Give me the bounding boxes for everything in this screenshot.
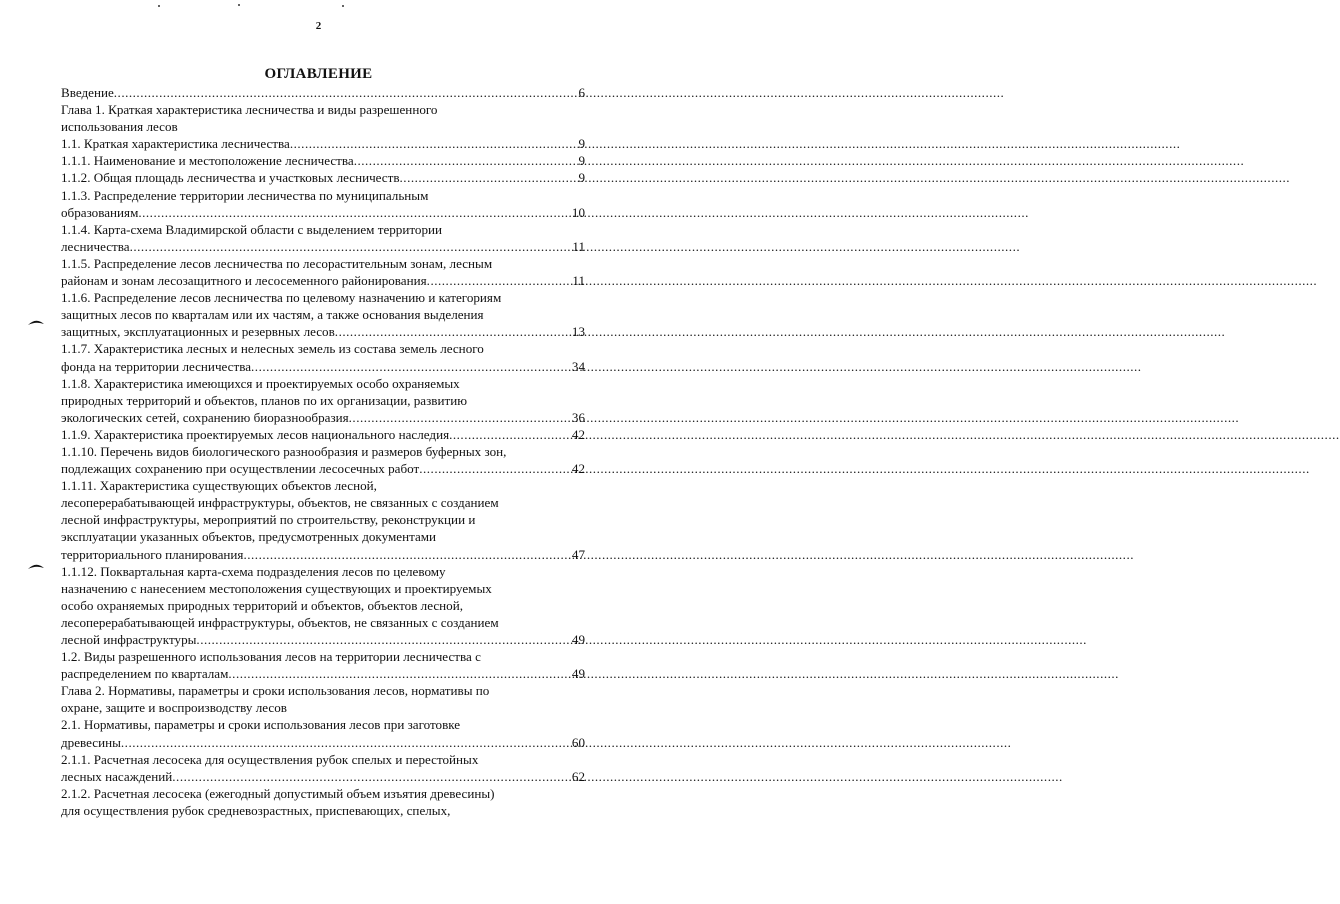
- toc-entry: [61, 187, 585, 221]
- toc-entry-text: 1.1.7. Характеристика лесных и нелесных земель из состава земель лесного: [61, 341, 484, 357]
- toc-entry-text: 1.1.10. Перечень видов биологического разнообразия и размеров буферных зон,: [61, 443, 507, 459]
- table-of-contents: [61, 84, 585, 819]
- toc-page-number: 10: [571, 204, 585, 220]
- toc-entry-text: лесной инфраструктуры: [61, 632, 197, 647]
- scan-speck: [158, 5, 160, 7]
- toc-entry-last-line: [61, 272, 585, 289]
- dot-leader: [172, 768, 571, 785]
- toc-entry: [61, 426, 585, 443]
- dot-leader: [121, 734, 571, 751]
- toc-entry-text: 2.1.2. Расчетная лесосека (ежегодный допустимый объем изъятия древесины): [61, 785, 495, 801]
- page-title: ОГЛАВЛЕНИЕ: [264, 66, 373, 82]
- toc-entry-last-line: [61, 631, 585, 648]
- toc-entry-last-line: [61, 768, 585, 785]
- toc-entry: [61, 340, 585, 374]
- dot-leader: [427, 272, 572, 289]
- toc-page-number: 60: [571, 734, 585, 750]
- scan-punch-mark: [27, 318, 45, 326]
- toc-entry-text: для осуществления рубок средневозрастных, приспевающих, спелых,: [61, 802, 451, 818]
- toc-entry-text: лесной инфраструктуры, мероприятий по строительству, реконструкции и: [61, 512, 476, 528]
- toc-entry-text: 1.1.2. Общая площадь лесничества и участковых лесничеств: [61, 170, 400, 186]
- toc-entry-text: распределением по кварталам: [61, 666, 229, 682]
- toc-entry-text: 1.1. Краткая характеристика лесничества: [61, 136, 290, 152]
- toc-entry-last-line: [61, 84, 585, 101]
- dot-leader: [354, 152, 578, 169]
- toc-page-number: 42: [571, 426, 585, 442]
- toc-entry-text: 1.1.4. Карта-схема Владимирской области с выделением территории: [61, 221, 443, 237]
- toc-entry-text: 1.1.12. Поквартальная карта-схема подразделения лесов по целевому: [61, 563, 446, 579]
- toc-entry-text: охране, защите и воспроизводству лесов: [61, 700, 287, 716]
- toc-page-number: 49: [571, 632, 585, 647]
- toc-entry-text: 1.1.1. Наименование и местоположение лесничества: [61, 153, 354, 169]
- toc-entry-text: 1.1.8. Характеристика имеющихся и проектируемых особо охраняемых: [61, 375, 460, 391]
- toc-entry-text: Глава 1. Краткая характеристика лесничества и виды разрешенного: [61, 102, 438, 118]
- toc-page-number: 34: [571, 358, 585, 374]
- toc-entry-text: районам и зонам лесозащитного и лесосеменного районирования: [61, 273, 427, 289]
- toc-entry-text: использования лесов: [61, 119, 178, 135]
- toc-entry-text: 2.1. Нормативы, параметры и сроки использования лесов при заготовке: [61, 717, 461, 733]
- toc-entry-text: защитных, эксплуатационных и резервных лесов: [61, 324, 335, 340]
- toc-page-number: 49: [571, 666, 585, 682]
- toc-page-number: 13: [571, 324, 585, 340]
- toc-entry: [61, 751, 585, 785]
- toc-entry-text: лесоперерабатывающей инфраструктуры, объектов, не связанных с созданием: [61, 495, 499, 511]
- toc-entry-last-line: [61, 546, 585, 563]
- toc-entry-last-line: [61, 460, 585, 477]
- toc-entry-text: 2.1.1. Расчетная лесосека для осуществления рубок спелых и перестойных: [61, 751, 479, 767]
- toc-entry: [61, 648, 585, 682]
- toc-entry-text: образованиям: [61, 204, 139, 220]
- toc-entry-text: лесоперерабатывающей инфраструктуры, объектов, не связанных с созданием: [61, 614, 499, 630]
- toc-entry-last-line: [61, 152, 585, 169]
- dot-leader: [290, 135, 578, 152]
- dot-leader: [400, 169, 578, 186]
- toc-entry-text: 1.2. Виды разрешенного использования лесов на территории лесничества с: [61, 649, 481, 665]
- toc-entry-text: природных территорий и объектов, планов по их организации, развитию: [61, 392, 467, 408]
- scan-speck: [238, 4, 240, 6]
- toc-entry-text: Глава 2. Нормативы, параметры и сроки использования лесов, нормативы по: [61, 683, 490, 699]
- dot-leader: [114, 84, 578, 101]
- toc-entry: [61, 84, 585, 101]
- toc-entry-text: экологических сетей, сохранению биоразнообразия: [61, 409, 349, 425]
- toc-entry: [61, 682, 585, 716]
- toc-entry-last-line: [61, 323, 585, 340]
- toc-page-number: 9: [578, 153, 585, 169]
- toc-entry: [61, 169, 585, 186]
- toc-entry-last-line: [61, 238, 585, 255]
- toc-entry: [61, 563, 585, 648]
- dot-leader: [243, 546, 570, 563]
- toc-entry-text: эксплуатации указанных объектов, предусмотренных документами: [61, 529, 437, 545]
- toc-entry: [61, 221, 585, 255]
- toc-entry-last-line: [61, 409, 585, 426]
- toc-entry: [61, 443, 585, 477]
- toc-entry-text: особо охраняемых природных территорий и объектов, объектов лесной,: [61, 597, 463, 613]
- toc-entry-text: древесины: [61, 734, 121, 750]
- toc-entry-text: Введение: [61, 85, 114, 100]
- toc-page-number: 62: [571, 768, 585, 784]
- toc-entry: [61, 255, 585, 289]
- page-number: 2: [315, 20, 322, 32]
- toc-page-number: 11: [572, 273, 585, 289]
- toc-entry-text: 1.1.5. Распределение лесов лесничества по лесорастительным зонам, лесным: [61, 255, 493, 271]
- toc-entry: [61, 477, 585, 562]
- toc-entry: [61, 289, 585, 340]
- dot-leader: [349, 409, 571, 426]
- toc-entry-text: территориального планирования: [61, 546, 244, 562]
- toc-entry: [61, 101, 585, 135]
- dot-leader: [419, 460, 571, 477]
- dot-leader: [335, 323, 571, 340]
- toc-entry-text: назначению с нанесением местоположения существующих и проектируемых: [61, 580, 492, 596]
- toc-entry-text: фонда на территории лесничества: [61, 358, 252, 374]
- toc-entry: [61, 375, 585, 426]
- toc-page-number: 42: [571, 461, 585, 477]
- toc-entry: [61, 135, 585, 152]
- toc-entry-last-line: [61, 204, 585, 221]
- toc-page-number: 36: [571, 409, 585, 425]
- toc-page-number: 9: [578, 170, 585, 186]
- toc-entry-last-line: [61, 426, 585, 443]
- toc-entry-last-line: [61, 135, 585, 152]
- toc-page-number: 9: [578, 136, 585, 152]
- toc-entry: [61, 152, 585, 169]
- toc-entry-last-line: [61, 169, 585, 186]
- dot-leader: [228, 665, 571, 682]
- scan-punch-mark: [27, 562, 45, 570]
- dot-leader: [251, 358, 571, 375]
- toc-entry-text: 1.1.6. Распределение лесов лесничества по целевому назначению и категориям: [61, 290, 502, 306]
- toc-page-number: 11: [572, 238, 585, 254]
- dot-leader: [138, 204, 571, 221]
- toc-entry-text: подлежащих сохранению при осуществлении лесосечных работ: [61, 461, 420, 477]
- toc-page-number: 6: [578, 85, 585, 100]
- toc-entry-text: лесных насаждений: [61, 768, 173, 784]
- toc-entry-last-line: [61, 734, 585, 751]
- toc-entry-last-line: [61, 358, 585, 375]
- scan-speck: [342, 5, 344, 7]
- dot-leader: [130, 238, 572, 255]
- toc-entry-text: 1.1.11. Характеристика существующих объектов лесной,: [61, 478, 377, 494]
- toc-entry-text: лесничества: [61, 238, 130, 254]
- toc-entry-text: 1.1.3. Распределение территории лесничества по муниципальным: [61, 187, 429, 203]
- dot-leader: [196, 631, 570, 648]
- toc-entry: [61, 785, 585, 819]
- toc-entry: [61, 716, 585, 750]
- toc-page-number: 47: [571, 546, 585, 562]
- toc-entry-text: защитных лесов по кварталам или их частям, а также основания выделения: [61, 307, 484, 323]
- toc-entry-text: 1.1.9. Характеристика проектируемых лесов национального наследия: [61, 426, 450, 442]
- toc-entry-last-line: [61, 665, 585, 682]
- dot-leader: [449, 426, 571, 443]
